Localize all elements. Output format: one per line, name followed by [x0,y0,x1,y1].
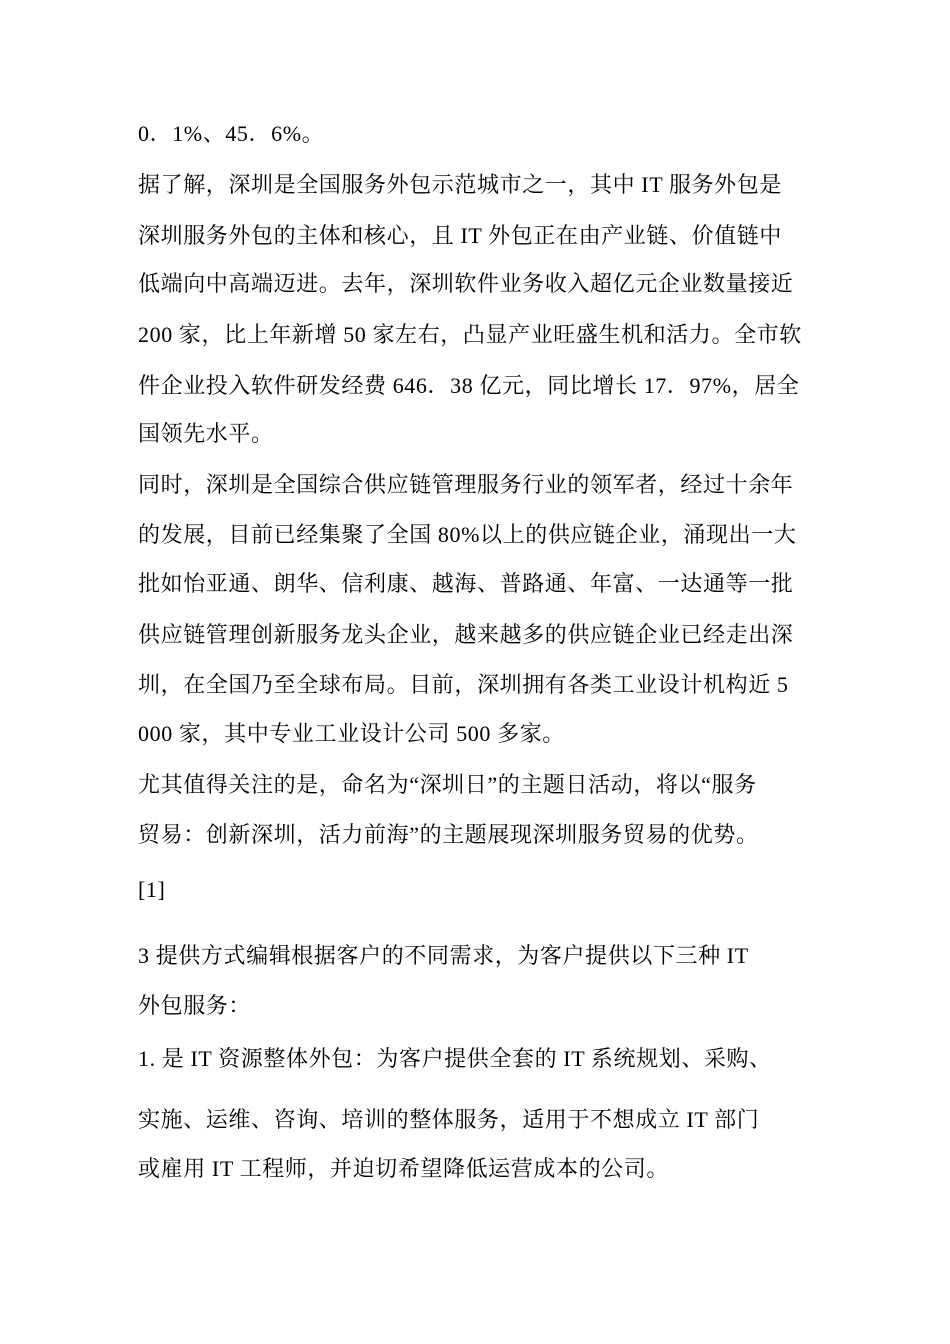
text-line: 国领先水平。 [138,421,274,446]
text-line: 或雇用 IT 工程师，并迫切希望降低运营成本的公司。 [138,1156,669,1181]
list-item: 1. 是 IT 资源整体外包：为客户提供全套的 IT 系统规划、采购、 [138,1046,772,1071]
text-line: 批如怡亚通、朗华、信利康、越海、普路通、年富、一达通等一批 [138,571,794,596]
text-line: 200 家，比上年新增 50 家左右，凸显产业旺盛生机和活力。全市软 [138,322,802,347]
section-heading: 3 提供方式编辑根据客户的不同需求，为客户提供以下三种 IT [138,943,749,968]
text-line: 件企业投入软件研发经费 646．38 亿元，同比增长 17．97%，居全 [138,373,800,398]
text-line: 0．1%、45．6%。 [138,121,325,146]
text-line: 据了解，深圳是全国服务外包示范城市之一，其中 IT 服务外包是 [138,172,782,197]
text-line: 尤其值得关注的是，命名为“深圳日”的主题日活动，将以“服务 [138,772,757,797]
text-line: 000 家，其中专业工业设计公司 500 多家。 [138,721,565,746]
text-line: 的发展，目前已经集聚了全国 80%以上的供应链企业，涌现出一大 [138,522,797,547]
text-line: 低端向中高端迈进。去年，深圳软件业务收入超亿元企业数量接近 [138,271,794,296]
text-line: 深圳服务外包的主体和核心，且 IT 外包正在由产业链、价值链中 [138,223,782,248]
text-line: 实施、运维、咨询、培训的整体服务，适用于不想成立 IT 部门 [138,1107,760,1132]
text-line: 同时，深圳是全国综合供应链管理服务行业的领军者，经过十余年 [138,472,794,497]
citation-ref: [1] [138,877,166,902]
text-line: 供应链管理创新服务龙头企业，越来越多的供应链企业已经走出深 [138,622,794,647]
text-line: 贸易：创新深圳，活力前海”的主题展现深圳服务贸易的优势。 [138,822,759,847]
text-line: 圳，在全国乃至全球布局。目前，深圳拥有各类工业设计机构近 5 [138,672,789,697]
text-line: 外包服务： [138,993,252,1018]
